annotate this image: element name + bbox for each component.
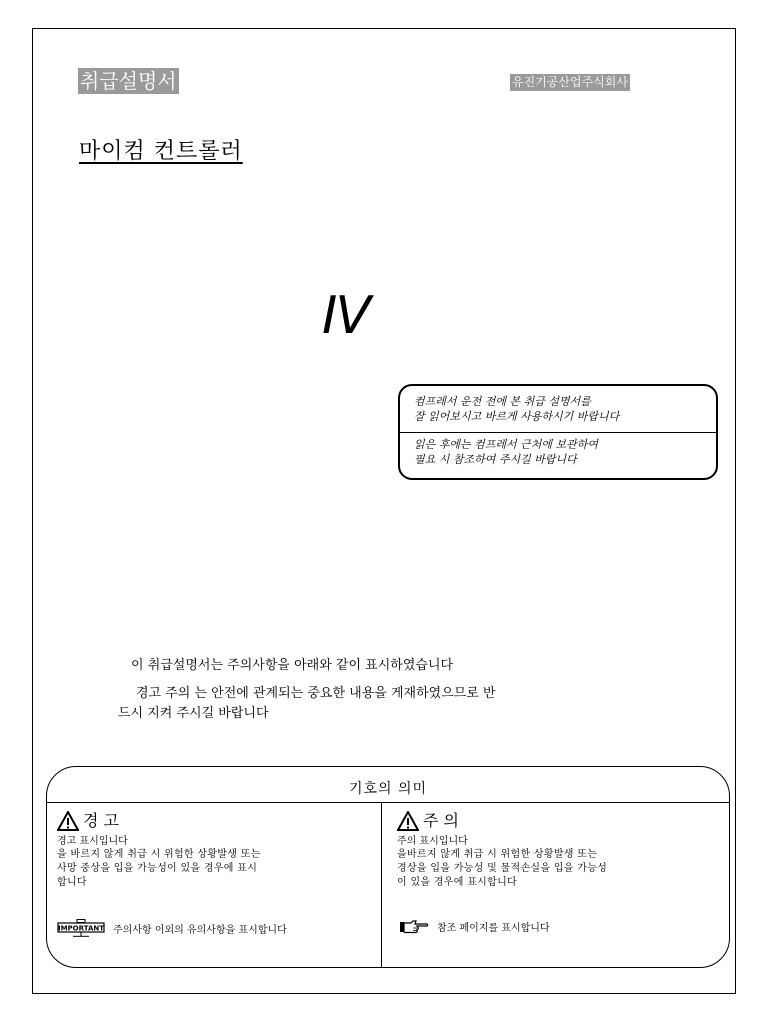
read-notice-box xyxy=(398,384,718,480)
notice-before-use xyxy=(400,386,716,432)
caution-column xyxy=(397,809,712,934)
notice-line: 읽은 후에는 컴프레서 근처에 보관하여 xyxy=(414,438,599,451)
notice-line: 필요 시 참조하여 주시길 바랍니다 xyxy=(414,453,577,466)
reference-note xyxy=(399,919,550,934)
intro-line-1: 이 취급설명서는 주의사항을 아래와 같이 표시하였습니다 xyxy=(131,658,454,673)
caution-desc-line: 경상을 입을 가능성 및 물적손실을 입을 가능성 xyxy=(397,863,608,874)
caution-desc-line: 이 있을 경우에 표시합니다 xyxy=(397,877,517,888)
notice-line: 잘 읽어보시고 바르게 사용하시기 바랍니다 xyxy=(414,410,620,423)
notice-line: 컴프레서 운전 전에 본 취급 설명서를 xyxy=(414,395,591,408)
intro-line-3: 드시 지켜 주시길 바랍니다 xyxy=(118,706,269,721)
document-label: 취급설명서 xyxy=(80,69,177,93)
important-icon-label: IMPORTANT xyxy=(57,924,105,933)
symbol-meaning-title: 기호의 의미 xyxy=(348,781,428,797)
caution-desc-line: 을바르지 않게 취급 시 위험한 상황발생 또는 xyxy=(397,849,598,860)
warning-triangle-icon xyxy=(57,811,79,831)
warning-triangle-icon xyxy=(397,811,419,831)
product-title: 마이컴 컨트롤러 xyxy=(79,139,243,164)
warning-desc-line: 사망 중상을 입을 가능성이 있을 경우에 표시 xyxy=(57,863,258,874)
warning-desc-line: 합니다 xyxy=(57,877,87,888)
intro-line-2: 경고 주의 는 안전에 관계되는 중요한 내용을 게재하였으므로 반 xyxy=(136,686,496,701)
warning-heading-text: 경 고 xyxy=(83,811,119,830)
caution-heading xyxy=(397,809,712,833)
important-note xyxy=(57,919,287,937)
caution-heading-text: 주 의 xyxy=(423,811,459,830)
important-icon xyxy=(57,919,105,937)
symbol-meaning-box xyxy=(46,766,730,968)
reference-note-text: 참조 페이지를 표시합니다 xyxy=(437,923,550,934)
caution-sub: 주의 표시입니다 xyxy=(397,836,468,847)
symbol-box-divider xyxy=(47,802,729,803)
warning-heading xyxy=(57,809,372,833)
company-name: 유진기공산업주식회사 xyxy=(512,75,628,89)
intro-paragraph xyxy=(118,684,618,724)
symbol-column-divider xyxy=(381,803,382,967)
pointing-hand-icon xyxy=(399,920,429,934)
notice-after-reading xyxy=(400,433,716,467)
model-number: IV xyxy=(322,286,369,346)
warning-desc-line: 을 바르지 않게 취급 시 위험한 상황발생 또는 xyxy=(57,849,261,860)
warning-column xyxy=(57,809,372,936)
important-note-text: 주의사항 이외의 유의사항을 표시합니다 xyxy=(113,924,287,936)
warning-sub: 경고 표시입니다 xyxy=(57,836,128,847)
